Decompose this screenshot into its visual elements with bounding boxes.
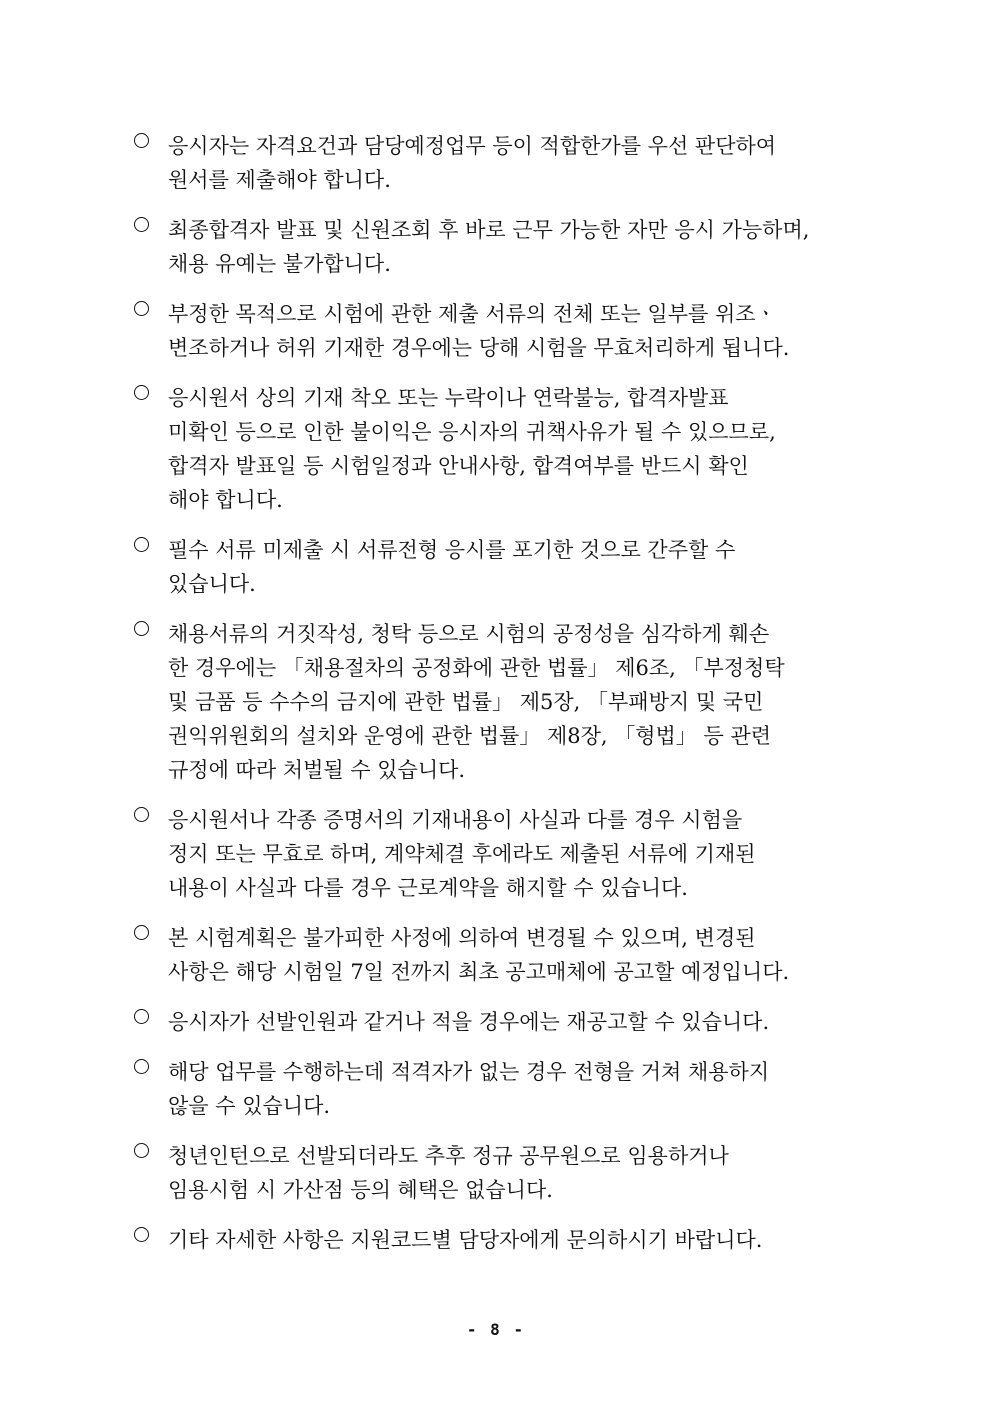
notice-item bbox=[134, 129, 876, 197]
notice-text bbox=[168, 129, 876, 197]
page-number: - 8 - bbox=[466, 1320, 526, 1339]
circle-bullet-icon bbox=[134, 1227, 149, 1242]
circle-bullet-icon bbox=[134, 621, 149, 636]
notice-item bbox=[134, 1223, 876, 1257]
notice-text bbox=[168, 533, 876, 601]
notice-text bbox=[168, 1005, 876, 1039]
notice-text bbox=[168, 381, 876, 517]
notice-text bbox=[168, 297, 876, 365]
notice-line: 규정에 따라 처벌될 수 있습니다. bbox=[168, 758, 466, 782]
circle-bullet-icon bbox=[134, 1143, 149, 1158]
notice-line: 해야 합니다. bbox=[168, 488, 283, 512]
notice-line: 응시자가 선발인원과 같거나 적을 경우에는 재공고할 수 있습니다. bbox=[168, 1010, 770, 1034]
notice-line: 및 금품 등 수수의 금지에 관한 법률」 제5장, 「부패방지 및 국민 bbox=[168, 690, 764, 714]
notice-line: 권익위원회의 설치와 운영에 관한 법률」 제8장, 「형법」 등 관련 bbox=[168, 724, 772, 748]
circle-bullet-icon bbox=[134, 1059, 149, 1074]
notice-line: 않을 수 있습니다. bbox=[168, 1094, 331, 1118]
notice-item bbox=[134, 213, 876, 281]
notice-line: 청년인턴으로 선발되더라도 추후 정규 공무원으로 임용하거나 bbox=[168, 1144, 729, 1168]
notice-line: 응시원서나 각종 증명서의 기재내용이 사실과 다를 경우 시험을 bbox=[168, 808, 743, 832]
notice-line: 사항은 해당 시험일 7일 전까지 최초 공고매체에 공고할 예정입니다. bbox=[168, 960, 790, 984]
notice-line: 있습니다. bbox=[168, 572, 256, 596]
notice-line: 채용 유예는 불가합니다. bbox=[168, 252, 391, 276]
notice-item bbox=[134, 921, 876, 989]
notice-list bbox=[134, 129, 876, 1257]
notice-item bbox=[134, 617, 876, 787]
circle-bullet-icon bbox=[134, 301, 149, 316]
notice-item bbox=[134, 1055, 876, 1123]
notice-line: 부정한 목적으로 시험에 관한 제출 서류의 전체 또는 일부를 위조ㆍ bbox=[168, 302, 776, 326]
notice-line: 기타 자세한 사항은 지원코드별 담당자에게 문의하시기 바랍니다. bbox=[168, 1228, 763, 1252]
notice-line: 응시자는 자격요건과 담당예정업무 등이 적합한가를 우선 판단하여 bbox=[168, 134, 777, 158]
notice-text bbox=[168, 213, 876, 281]
notice-line: 필수 서류 미제출 시 서류전형 응시를 포기한 것으로 간주할 수 bbox=[168, 538, 736, 562]
notice-line: 내용이 사실과 다를 경우 근로계약을 해지할 수 있습니다. bbox=[168, 876, 688, 900]
notice-line: 합격자 발표일 등 시험일정과 안내사항, 합격여부를 반드시 확인 bbox=[168, 454, 749, 478]
notice-text bbox=[168, 1139, 876, 1207]
notice-text bbox=[168, 1223, 876, 1257]
circle-bullet-icon bbox=[134, 1009, 149, 1024]
notice-line: 원서를 제출해야 합니다. bbox=[168, 168, 391, 192]
notice-text bbox=[168, 1055, 876, 1123]
notice-line: 임용시험 시 가산점 등의 혜택은 없습니다. bbox=[168, 1178, 553, 1202]
notice-text bbox=[168, 921, 876, 989]
notice-line: 응시원서 상의 기재 착오 또는 누락이나 연락불능, 합격자발표 bbox=[168, 386, 729, 410]
notice-item bbox=[134, 297, 876, 365]
notice-item bbox=[134, 1139, 876, 1207]
circle-bullet-icon bbox=[134, 537, 149, 552]
notice-line: 변조하거나 허위 기재한 경우에는 당해 시험을 무효처리하게 됩니다. bbox=[168, 336, 790, 360]
circle-bullet-icon bbox=[134, 925, 149, 940]
notice-line: 정지 또는 무효로 하며, 계약체결 후에라도 제출된 서류에 기재된 bbox=[168, 842, 756, 866]
notice-item bbox=[134, 1005, 876, 1039]
notice-line: 한 경우에는 「채용절차의 공정화에 관한 법률」 제6조, 「부정청탁 bbox=[168, 656, 785, 680]
notice-text bbox=[168, 617, 876, 787]
notice-line: 채용서류의 거짓작성, 청탁 등으로 시험의 공정성을 심각하게 훼손 bbox=[168, 622, 770, 646]
notice-line: 본 시험계획은 불가피한 사정에 의하여 변경될 수 있으며, 변경된 bbox=[168, 926, 756, 950]
notice-line: 미확인 등으로 인한 불이익은 응시자의 귀책사유가 될 수 있으므로, bbox=[168, 420, 776, 444]
notice-item bbox=[134, 803, 876, 905]
notice-item bbox=[134, 533, 876, 601]
circle-bullet-icon bbox=[134, 133, 149, 148]
notice-line: 최종합격자 발표 및 신원조회 후 바로 근무 가능한 자만 응시 가능하며, bbox=[168, 218, 810, 242]
circle-bullet-icon bbox=[134, 807, 149, 822]
notice-item bbox=[134, 381, 876, 517]
notice-text bbox=[168, 803, 876, 905]
circle-bullet-icon bbox=[134, 217, 149, 232]
notice-line: 해당 업무를 수행하는데 적격자가 없는 경우 전형을 거쳐 채용하지 bbox=[168, 1060, 770, 1084]
circle-bullet-icon bbox=[134, 385, 149, 400]
